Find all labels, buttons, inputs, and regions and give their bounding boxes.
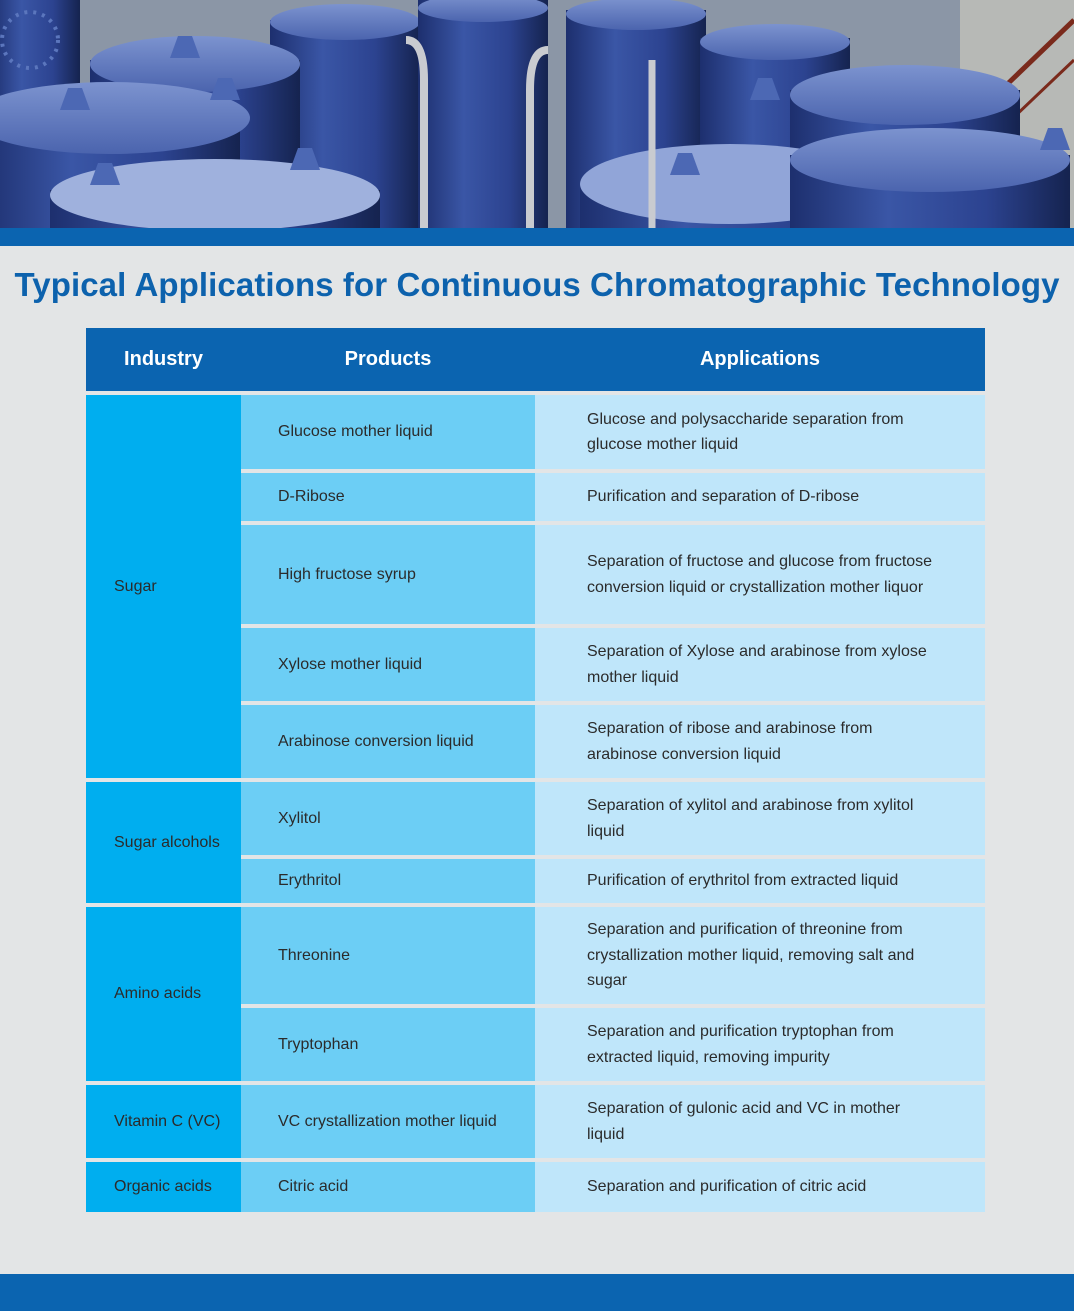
application-cell: Glucose and polysaccharide separation from glucose mother liquid xyxy=(535,395,985,473)
product-cell: Tryptophan xyxy=(241,1008,535,1085)
industry-cell: Organic acids xyxy=(86,1162,241,1212)
application-cell: Separation and purification of threonine from crystallization mother liquid, removing salt and sugar xyxy=(535,907,985,1008)
product-cell: Xylose mother liquid xyxy=(241,628,535,705)
application-cell: Separation and purification of citric acid xyxy=(535,1162,985,1212)
product-cell: Threonine xyxy=(241,907,535,1008)
product-cell: VC crystallization mother liquid xyxy=(241,1085,535,1162)
product-cell: High fructose syrup xyxy=(241,525,535,628)
product-cell: Citric acid xyxy=(241,1162,535,1212)
application-cell: Separation of fructose and glucose from fructose conversion liquid or crystallization mother liquor xyxy=(535,525,985,628)
industry-cell: Amino acids xyxy=(86,907,241,1085)
application-cell: Purification and separation of D-ribose xyxy=(535,473,985,525)
product-cell: D-Ribose xyxy=(241,473,535,525)
column-header-industry: Industry xyxy=(86,328,241,395)
table-row xyxy=(86,907,985,1008)
application-cell: Separation of Xylose and arabinose from xylose mother liquid xyxy=(535,628,985,705)
header-stripe xyxy=(0,228,1074,246)
table-row xyxy=(86,1162,985,1212)
application-cell: Purification of erythritol from extracted liquid xyxy=(535,859,985,907)
header-photo-chromatography-tanks xyxy=(0,0,1074,228)
application-cell: Separation of ribose and arabinose from arabinose conversion liquid xyxy=(535,705,985,782)
product-cell: Glucose mother liquid xyxy=(241,395,535,473)
product-cell: Xylitol xyxy=(241,782,535,859)
page-title: Typical Applications for Continuous Chromatographic Technology xyxy=(14,266,1060,303)
industry-cell: Sugar xyxy=(86,395,241,782)
product-cell: Erythritol xyxy=(241,859,535,907)
table-row xyxy=(86,395,985,473)
table-header-row xyxy=(86,328,985,395)
application-cell: Separation and purification tryptophan from extracted liquid, removing impurity xyxy=(535,1008,985,1085)
table-row xyxy=(86,1085,985,1162)
table-row xyxy=(86,782,985,859)
application-cell: Separation of xylitol and arabinose from xylitol liquid xyxy=(535,782,985,859)
application-cell: Separation of gulonic acid and VC in mother liquid xyxy=(535,1085,985,1162)
industry-cell: Sugar alcohols xyxy=(86,782,241,907)
column-header-applications: Applications xyxy=(535,328,985,395)
footer-bar xyxy=(0,1274,1074,1311)
applications-table xyxy=(86,328,985,1212)
industrial-tanks-illustration xyxy=(0,0,1074,228)
product-cell: Arabinose conversion liquid xyxy=(241,705,535,782)
industry-cell: Vitamin C (VC) xyxy=(86,1085,241,1162)
column-header-products: Products xyxy=(241,328,535,395)
